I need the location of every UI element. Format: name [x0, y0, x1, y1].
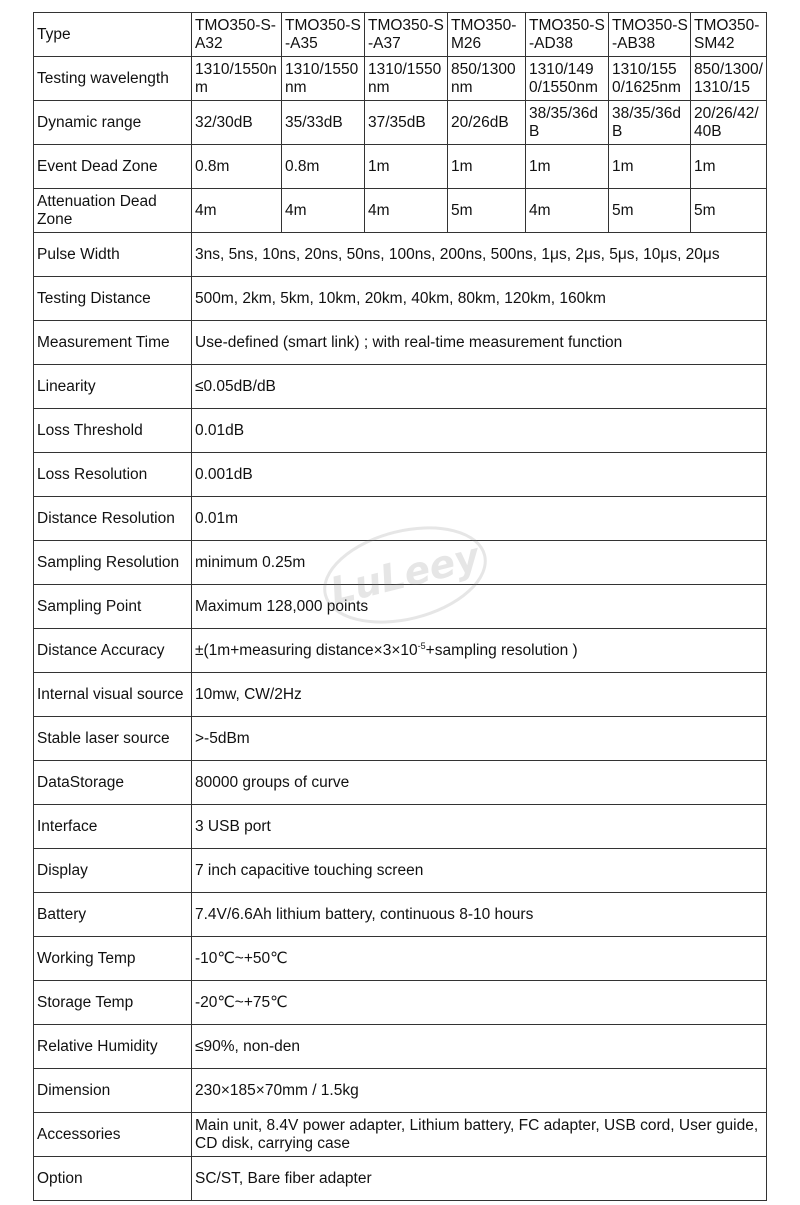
- row-label: Working Temp: [34, 937, 192, 981]
- row-label: Relative Humidity: [34, 1025, 192, 1069]
- accuracy-prefix: ±(1m+measuring distance×3×10: [195, 641, 418, 659]
- spec-table: [33, 12, 767, 1201]
- model-name: TMO350-S-A35: [282, 13, 365, 57]
- table-row: [34, 233, 767, 277]
- row-value: 7.4V/6.6Ah lithium battery, continuous 8-10 hours: [192, 893, 767, 937]
- table-row: [34, 321, 767, 365]
- row-label: Internal visual source: [34, 673, 192, 717]
- accuracy-suffix: +sampling resolution ): [425, 641, 578, 659]
- model-value: 1m: [526, 145, 609, 189]
- model-name: TMO350-S-A32: [192, 13, 282, 57]
- table-row: [34, 629, 767, 673]
- model-value: 4m: [282, 189, 365, 233]
- row-value: SC/ST, Bare fiber adapter: [192, 1157, 767, 1201]
- model-value: 1310/1550/1625nm: [609, 57, 691, 101]
- model-value: 35/33dB: [282, 101, 365, 145]
- row-label: Event Dead Zone: [34, 145, 192, 189]
- model-value: 32/30dB: [192, 101, 282, 145]
- row-label: DataStorage: [34, 761, 192, 805]
- row-label: Distance Accuracy: [34, 629, 192, 673]
- row-label: Loss Threshold: [34, 409, 192, 453]
- row-label: Attenuation Dead Zone: [34, 189, 192, 233]
- table-row: [34, 937, 767, 981]
- table-row: [34, 541, 767, 585]
- table-row: [34, 805, 767, 849]
- watermark-text: LuLeey: [325, 534, 484, 614]
- model-value: 1m: [448, 145, 526, 189]
- accuracy-exponent: -5: [417, 640, 426, 651]
- row-value: 80000 groups of curve: [192, 761, 767, 805]
- model-value: 0.8m: [192, 145, 282, 189]
- model-value: 20/26dB: [448, 101, 526, 145]
- row-value: 0.01dB: [192, 409, 767, 453]
- row-label: Option: [34, 1157, 192, 1201]
- model-name: TMO350-S-A37: [365, 13, 448, 57]
- model-value: 850/1300nm: [448, 57, 526, 101]
- row-value: >-5dBm: [192, 717, 767, 761]
- table-row: [34, 365, 767, 409]
- table-row: [34, 673, 767, 717]
- row-value: 7 inch capacitive touching screen: [192, 849, 767, 893]
- table-row: [34, 277, 767, 321]
- row-label: Linearity: [34, 365, 192, 409]
- row-label: Interface: [34, 805, 192, 849]
- table-row: [34, 1113, 767, 1157]
- table-row: [34, 585, 767, 629]
- model-value: 0.8m: [282, 145, 365, 189]
- table-row: [34, 497, 767, 541]
- table-row: [34, 409, 767, 453]
- row-value: ≤90%, non-den: [192, 1025, 767, 1069]
- table-row: [34, 1025, 767, 1069]
- row-value: 230×185×70mm / 1.5kg: [192, 1069, 767, 1113]
- row-value: 0.01m: [192, 497, 767, 541]
- row-value: 0.001dB: [192, 453, 767, 497]
- model-value: 1310/1550nm: [192, 57, 282, 101]
- model-value: 5m: [448, 189, 526, 233]
- model-value: 1m: [691, 145, 767, 189]
- row-label: Testing Distance: [34, 277, 192, 321]
- table-row: [34, 189, 767, 233]
- row-value: 3ns, 5ns, 10ns, 20ns, 50ns, 100ns, 200ns, 500ns, 1μs, 2μs, 5μs, 10μs, 20μs: [192, 233, 767, 277]
- model-value: 1m: [365, 145, 448, 189]
- model-value: 4m: [526, 189, 609, 233]
- model-name: TMO350-S-AD38: [526, 13, 609, 57]
- table-row: [34, 145, 767, 189]
- table-row: [34, 57, 767, 101]
- model-value: 5m: [609, 189, 691, 233]
- row-value: Maximum 128,000 points: [192, 585, 767, 629]
- table-row: [34, 453, 767, 497]
- model-value: 4m: [365, 189, 448, 233]
- row-value: [192, 629, 767, 673]
- table-row: [34, 101, 767, 145]
- table-row: [34, 981, 767, 1025]
- model-value: 850/1300/1310/15: [691, 57, 767, 101]
- model-value: 37/35dB: [365, 101, 448, 145]
- row-value: Use-defined (smart link) ; with real-time measurement function: [192, 321, 767, 365]
- row-label: Display: [34, 849, 192, 893]
- table-row: [34, 1069, 767, 1113]
- row-value: 10mw, CW/2Hz: [192, 673, 767, 717]
- row-label: Accessories: [34, 1113, 192, 1157]
- table-row: [34, 849, 767, 893]
- row-label: Type: [34, 13, 192, 57]
- model-value: 1310/1550nm: [365, 57, 448, 101]
- model-value: 5m: [691, 189, 767, 233]
- row-label: Pulse Width: [34, 233, 192, 277]
- row-label: Distance Resolution: [34, 497, 192, 541]
- row-value: -20℃~+75℃: [192, 981, 767, 1025]
- row-value: ≤0.05dB/dB: [192, 365, 767, 409]
- model-value: 38/35/36dB: [526, 101, 609, 145]
- model-value: 1310/1550nm: [282, 57, 365, 101]
- model-value: 20/26/42/40B: [691, 101, 767, 145]
- row-value: -10℃~+50℃: [192, 937, 767, 981]
- model-value: 1310/1490/1550nm: [526, 57, 609, 101]
- model-name: TMO350-S-AB38: [609, 13, 691, 57]
- row-label: Battery: [34, 893, 192, 937]
- row-label: Testing wavelength: [34, 57, 192, 101]
- row-label: Dimension: [34, 1069, 192, 1113]
- model-value: 4m: [192, 189, 282, 233]
- row-value: Main unit, 8.4V power adapter, Lithium battery, FC adapter, USB cord, User guide, CD disk, carrying case: [192, 1113, 767, 1157]
- model-name: TMO350-SM42: [691, 13, 767, 57]
- row-type: [34, 13, 767, 57]
- row-label: Measurement Time: [34, 321, 192, 365]
- model-name: TMO350-M26: [448, 13, 526, 57]
- row-value: 500m, 2km, 5km, 10km, 20km, 40km, 80km, 120km, 160km: [192, 277, 767, 321]
- row-label: Stable laser source: [34, 717, 192, 761]
- table-row: [34, 1157, 767, 1201]
- row-label: Storage Temp: [34, 981, 192, 1025]
- model-value: 38/35/36dB: [609, 101, 691, 145]
- model-value: 1m: [609, 145, 691, 189]
- row-value: minimum 0.25m: [192, 541, 767, 585]
- table-row: [34, 717, 767, 761]
- row-value: 3 USB port: [192, 805, 767, 849]
- table-row: [34, 761, 767, 805]
- row-label: Loss Resolution: [34, 453, 192, 497]
- table-row: [34, 893, 767, 937]
- row-label: Sampling Point: [34, 585, 192, 629]
- row-label: Sampling Resolution: [34, 541, 192, 585]
- row-label: Dynamic range: [34, 101, 192, 145]
